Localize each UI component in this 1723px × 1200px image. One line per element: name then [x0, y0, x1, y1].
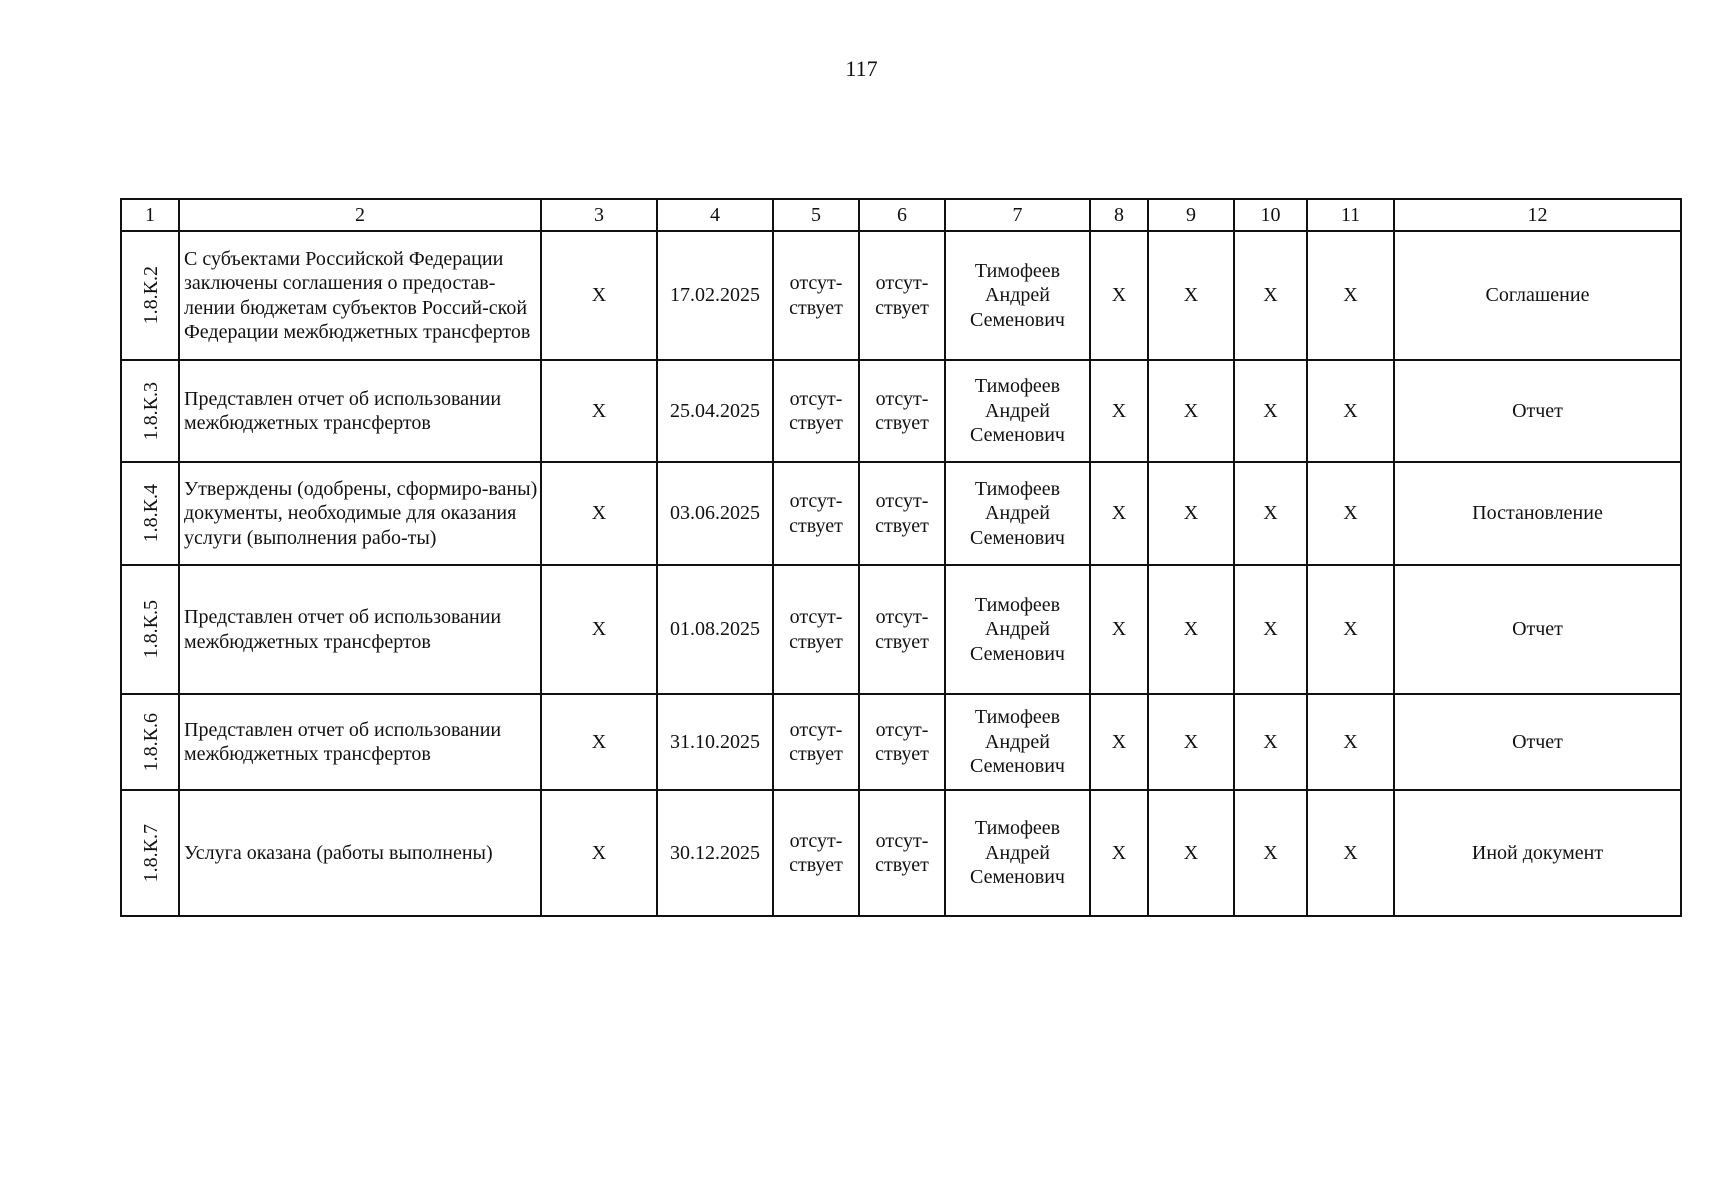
- cell-col3: X: [541, 231, 657, 360]
- column-header: 8: [1090, 199, 1148, 231]
- cell-col5: отсут-ствует: [773, 565, 859, 694]
- cell-col8: X: [1090, 565, 1148, 694]
- cell-col3: X: [541, 360, 657, 462]
- cell-date: 31.10.2025: [657, 694, 773, 790]
- cell-col9: X: [1148, 565, 1234, 694]
- cell-col3: X: [541, 694, 657, 790]
- column-header: 2: [179, 199, 541, 231]
- cell-col8: X: [1090, 694, 1148, 790]
- cell-document: Постановление: [1394, 462, 1681, 565]
- column-header: 9: [1148, 199, 1234, 231]
- row-description: Услуга оказана (работы выполнены): [179, 790, 541, 916]
- cell-col6: отсут-ствует: [859, 360, 945, 462]
- cell-col11: X: [1307, 790, 1394, 916]
- page-number: 117: [845, 56, 878, 81]
- cell-col3: X: [541, 565, 657, 694]
- row-description: Представлен отчет об использовании межбюджетных трансфертов: [179, 694, 541, 790]
- cell-col11: X: [1307, 462, 1394, 565]
- row-code: 1.8.К.2: [139, 266, 162, 325]
- column-number-row: [121, 199, 1681, 231]
- cell-date: 03.06.2025: [657, 462, 773, 565]
- cell-responsible: Тимофеев Андрей Семенович: [945, 462, 1090, 565]
- cell-date: 25.04.2025: [657, 360, 773, 462]
- column-header: 5: [773, 199, 859, 231]
- cell-col9: X: [1148, 360, 1234, 462]
- table-row: [121, 565, 1681, 694]
- cell-col6: отсут-ствует: [859, 565, 945, 694]
- cell-col6: отсут-ствует: [859, 231, 945, 360]
- column-header: 12: [1394, 199, 1681, 231]
- cell-col8: X: [1090, 360, 1148, 462]
- cell-responsible: Тимофеев Андрей Семенович: [945, 231, 1090, 360]
- cell-responsible: Тимофеев Андрей Семенович: [945, 565, 1090, 694]
- cell-col9: X: [1148, 231, 1234, 360]
- cell-col10: X: [1234, 231, 1307, 360]
- cell-date: 30.12.2025: [657, 790, 773, 916]
- table-row: [121, 231, 1681, 360]
- row-code-cell: [121, 694, 179, 790]
- cell-col10: X: [1234, 565, 1307, 694]
- cell-col6: отсут-ствует: [859, 694, 945, 790]
- table-row: [121, 694, 1681, 790]
- column-header: 7: [945, 199, 1090, 231]
- cell-col9: X: [1148, 790, 1234, 916]
- table-row: [121, 462, 1681, 565]
- row-description: Представлен отчет об использовании межбюджетных трансфертов: [179, 565, 541, 694]
- column-header: 1: [121, 199, 179, 231]
- table-row: [121, 790, 1681, 916]
- column-header: 10: [1234, 199, 1307, 231]
- cell-col5: отсут-ствует: [773, 790, 859, 916]
- cell-responsible: Тимофеев Андрей Семенович: [945, 360, 1090, 462]
- row-description: Представлен отчет об использовании межбюджетных трансфертов: [179, 360, 541, 462]
- row-code: 1.8.К.3: [139, 381, 162, 441]
- cell-col10: X: [1234, 360, 1307, 462]
- cell-col8: X: [1090, 231, 1148, 360]
- cell-col3: X: [541, 462, 657, 565]
- cell-responsible: Тимофеев Андрей Семенович: [945, 790, 1090, 916]
- row-code-cell: [121, 790, 179, 916]
- column-header: 6: [859, 199, 945, 231]
- cell-col5: отсут-ствует: [773, 231, 859, 360]
- cell-col5: отсут-ствует: [773, 360, 859, 462]
- cell-date: 01.08.2025: [657, 565, 773, 694]
- column-header: 4: [657, 199, 773, 231]
- row-description: Утверждены (одобрены, сформиро-ваны) документы, необходимые для оказания услуги (выполнения рабо-ты): [179, 462, 541, 565]
- cell-col9: X: [1148, 462, 1234, 565]
- schedule-table: [120, 198, 1682, 917]
- row-code: 1.8.К.6: [139, 712, 162, 772]
- table-row: [121, 360, 1681, 462]
- cell-col11: X: [1307, 565, 1394, 694]
- cell-col10: X: [1234, 790, 1307, 916]
- cell-document: Иной документ: [1394, 790, 1681, 916]
- row-code-cell: [121, 360, 179, 462]
- row-code-cell: [121, 231, 179, 360]
- cell-col9: X: [1148, 694, 1234, 790]
- row-code: 1.8.К.7: [139, 823, 162, 883]
- cell-col5: отсут-ствует: [773, 694, 859, 790]
- row-code-cell: [121, 462, 179, 565]
- cell-col11: X: [1307, 360, 1394, 462]
- cell-document: Отчет: [1394, 565, 1681, 694]
- row-description: С субъектами Российской Федерации заключены соглашения о предостав-лении бюджетам субъектов Россий-ской Федерации межбюджетных трансфертов: [179, 231, 541, 360]
- cell-col6: отсут-ствует: [859, 790, 945, 916]
- row-code: 1.8.К.5: [139, 600, 162, 659]
- cell-col11: X: [1307, 231, 1394, 360]
- cell-col8: X: [1090, 462, 1148, 565]
- cell-document: Соглашение: [1394, 231, 1681, 360]
- cell-date: 17.02.2025: [657, 231, 773, 360]
- cell-responsible: Тимофеев Андрей Семенович: [945, 694, 1090, 790]
- row-code: 1.8.К.4: [139, 484, 162, 543]
- column-header: 3: [541, 199, 657, 231]
- cell-document: Отчет: [1394, 694, 1681, 790]
- cell-col10: X: [1234, 694, 1307, 790]
- cell-document: Отчет: [1394, 360, 1681, 462]
- cell-col8: X: [1090, 790, 1148, 916]
- cell-col11: X: [1307, 694, 1394, 790]
- row-code-cell: [121, 565, 179, 694]
- cell-col6: отсут-ствует: [859, 462, 945, 565]
- cell-col10: X: [1234, 462, 1307, 565]
- cell-col5: отсут-ствует: [773, 462, 859, 565]
- column-header: 11: [1307, 199, 1394, 231]
- cell-col3: X: [541, 790, 657, 916]
